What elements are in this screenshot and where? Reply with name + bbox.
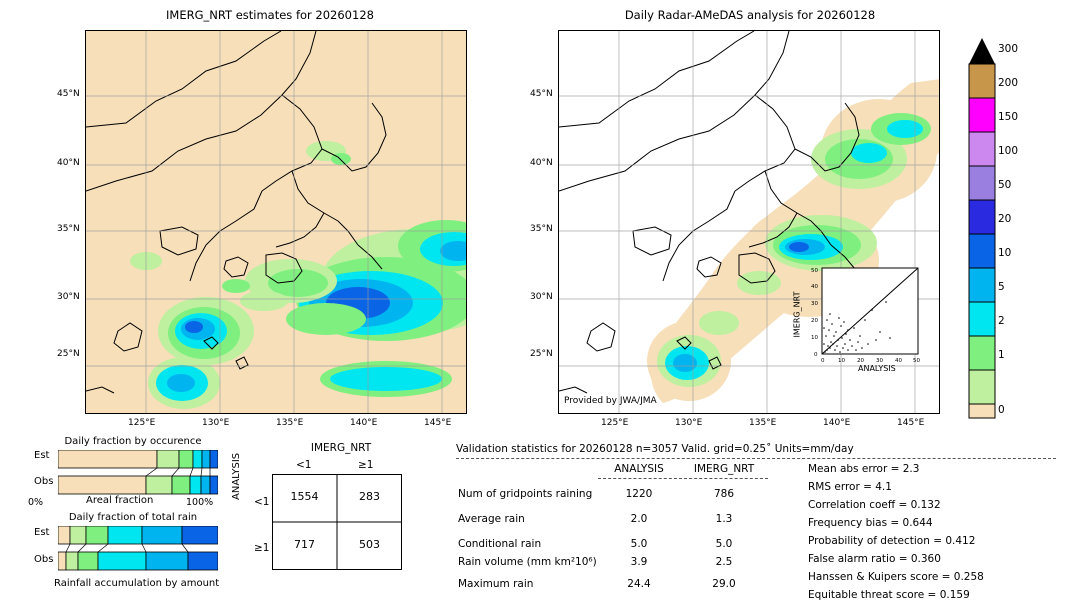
score-correlation: Correlation coeff = 0.132	[808, 499, 941, 511]
total-rain-footer: Rainfall accumulation by amount	[54, 578, 220, 589]
colorbar-swatches	[968, 30, 996, 422]
contingency-grid	[272, 474, 402, 570]
validation-row-label-0: Num of gridpoints raining	[458, 488, 593, 500]
contingency-row-axis-label: ANALYSIS	[231, 452, 242, 500]
left-map-panel	[60, 8, 480, 22]
total-rain-bars	[58, 526, 218, 574]
left-lon-tick-135e: 135°E	[276, 418, 304, 428]
colorbar-label-20: 20	[998, 213, 1012, 225]
occurrence-row-label-est: Est	[34, 450, 50, 461]
score-ets: Equitable threat score = 0.159	[808, 589, 970, 601]
validation-row-label-1: Average rain	[458, 513, 525, 525]
left-lon-tick-145e: 145°E	[424, 418, 452, 428]
right-lon-tick-135e: 135°E	[749, 418, 777, 428]
right-lat-tick-30n: 30°N	[530, 292, 553, 302]
left-lat-tick-25n: 25°N	[57, 349, 80, 359]
right-map-panel	[540, 8, 960, 22]
validation-col-imerg: IMERG_NRT	[693, 463, 755, 475]
left-lon-tick-140e: 140°E	[350, 418, 378, 428]
left-lat-tick-30n: 30°N	[57, 292, 80, 302]
validation-row-analysis-2: 5.0	[630, 538, 648, 550]
svg-text:40: 40	[895, 358, 902, 364]
right-lon-tick-125e: 125°E	[601, 418, 629, 428]
svg-text:50: 50	[811, 268, 818, 274]
right-lat-tick-45n: 45°N	[530, 89, 553, 99]
right-lon-tick-130e: 130°E	[675, 418, 703, 428]
colorbar-label-50: 50	[998, 179, 1012, 191]
scatter-xlabel: ANALYSIS	[858, 364, 896, 373]
occurrence-xlabel: Areal fraction	[86, 495, 154, 506]
validation-col-rule	[598, 478, 768, 479]
scatter-plot	[800, 266, 924, 376]
left-lon-tick-130e: 130°E	[202, 418, 230, 428]
colorbar-label-300: 300	[998, 43, 1019, 55]
score-mean-abs-error: Mean abs error = 2.3	[808, 463, 920, 475]
left-map-canvas	[86, 31, 467, 414]
contingency-table	[272, 474, 402, 570]
total-rain-panel	[28, 512, 238, 523]
svg-text:30: 30	[876, 358, 883, 364]
scatter-ylabel: IMERG_NRT	[792, 291, 802, 338]
right-lat-tick-35n: 35°N	[530, 224, 553, 234]
colorbar-label-2: 2	[998, 315, 1005, 327]
occurrence-title: Daily fraction by occurence	[64, 436, 202, 447]
contingency-row-header-lt1: <1	[254, 496, 270, 508]
svg-text:10: 10	[811, 335, 818, 341]
validation-row-analysis-0: 1220	[625, 488, 653, 500]
validation-header: Validation statistics for 20260128 n=3057 Valid. grid=0.25˚ Units=mm/day	[456, 443, 854, 455]
svg-text:20: 20	[857, 358, 864, 364]
contingency-row-header-ge1: ≥1	[254, 542, 270, 554]
right-lon-tick-140e: 140°E	[823, 418, 851, 428]
left-lat-tick-35n: 35°N	[57, 224, 80, 234]
score-hk: Hanssen & Kuipers score = 0.258	[808, 571, 984, 583]
scatter-inset	[792, 266, 924, 376]
validation-row-imerg-0: 786	[713, 488, 735, 500]
colorbar-label-5: 5	[998, 281, 1005, 293]
left-map-title: IMERG_NRT estimates for 20260128	[166, 8, 374, 22]
contingency-col-header-ge1: ≥1	[358, 459, 374, 471]
svg-text:30: 30	[811, 301, 818, 307]
right-lat-tick-25n: 25°N	[530, 349, 553, 359]
svg-text:20: 20	[811, 318, 818, 324]
validation-row-analysis-1: 2.0	[630, 513, 648, 525]
score-pod: Probability of detection = 0.412	[808, 535, 976, 547]
occurrence-panel	[28, 436, 238, 447]
validation-row-analysis-3: 3.9	[630, 556, 648, 568]
right-map-title: Daily Radar-AMeDAS analysis for 20260128	[624, 8, 876, 22]
right-lon-tick-145e: 145°E	[897, 418, 925, 428]
contingency-title: IMERG_NRT	[310, 442, 372, 454]
score-far: False alarm ratio = 0.360	[808, 553, 941, 565]
occurrence-row-label-obs: Obs	[34, 476, 54, 487]
validation-row-imerg-3: 2.5	[715, 556, 733, 568]
score-frequency-bias: Frequency bias = 0.644	[808, 517, 933, 529]
colorbar-label-150: 150	[998, 111, 1019, 123]
contingency-cell-1-0: 717	[294, 538, 315, 551]
contingency-cell-0-1: 283	[359, 490, 380, 503]
left-lat-tick-40n: 40°N	[57, 158, 80, 168]
validation-row-label-2: Conditional rain	[458, 538, 542, 550]
occurrence-xmax: 100%	[186, 497, 214, 508]
validation-header-rule	[456, 458, 1056, 459]
colorbar-label-0: 0	[998, 404, 1005, 416]
contingency-cell-0-0: 1554	[290, 490, 319, 503]
left-lon-tick-125e: 125°E	[128, 418, 156, 428]
validation-row-imerg-2: 5.0	[715, 538, 733, 550]
svg-text:50: 50	[913, 358, 920, 364]
validation-row-label-3: Rain volume (mm km²10⁶)	[458, 556, 597, 568]
contingency-col-header-lt1: <1	[296, 459, 312, 471]
validation-row-imerg-1: 1.3	[715, 513, 733, 525]
validation-row-analysis-4: 24.4	[627, 578, 651, 590]
map-credit: Provided by JWA/JMA	[564, 396, 657, 406]
total-rain-row-label-obs: Obs	[34, 554, 54, 565]
svg-text:0: 0	[814, 352, 818, 358]
colorbar-label-1: 1	[998, 349, 1005, 361]
total-rain-row-label-est: Est	[34, 527, 50, 538]
svg-text:10: 10	[838, 358, 845, 364]
colorbar-label-200: 200	[998, 77, 1019, 89]
left-map	[85, 30, 467, 414]
svg-text:0: 0	[821, 358, 825, 364]
svg-text:40: 40	[811, 284, 818, 290]
validation-row-label-4: Maximum rain	[458, 578, 534, 590]
left-lat-tick-45n: 45°N	[57, 89, 80, 99]
total-rain-title: Daily fraction of total rain	[68, 512, 198, 523]
right-lat-tick-40n: 40°N	[530, 158, 553, 168]
occurrence-bars	[58, 450, 218, 498]
score-rms-error: RMS error = 4.1	[808, 481, 892, 493]
occurrence-xmin: 0%	[28, 497, 44, 508]
validation-col-analysis: ANALYSIS	[614, 463, 664, 475]
validation-row-imerg-4: 29.0	[712, 578, 736, 590]
colorbar	[968, 30, 1038, 420]
colorbar-label-100: 100	[998, 145, 1019, 157]
contingency-cell-1-1: 503	[359, 538, 380, 551]
colorbar-label-10: 10	[998, 247, 1012, 259]
